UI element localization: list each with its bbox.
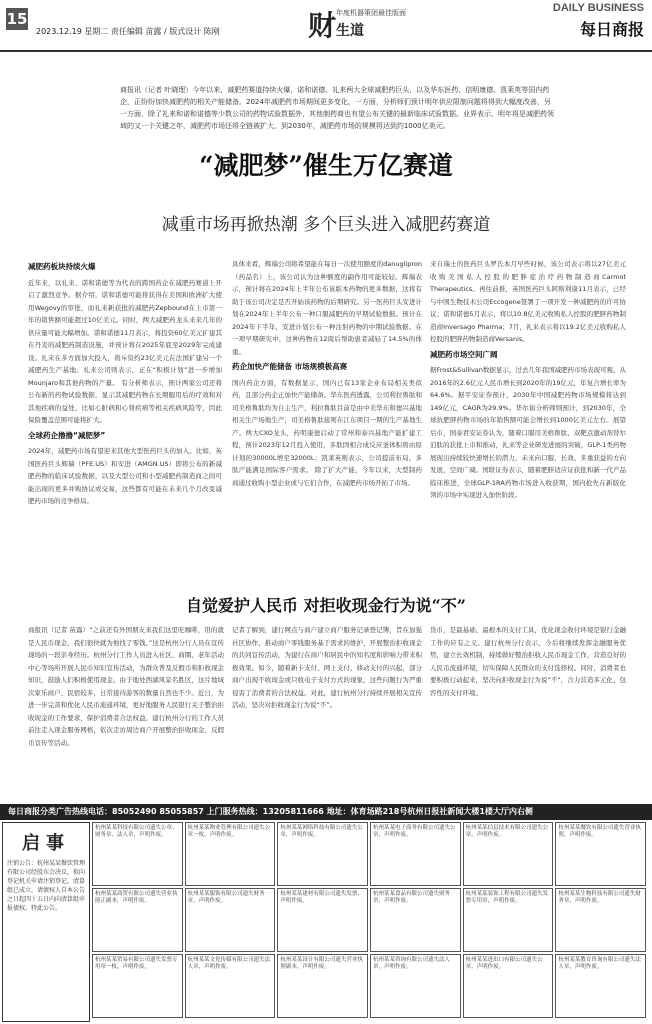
article-column-2 (232, 258, 422, 586)
section-mark: 财 (308, 9, 337, 42)
paragraph: 来自瑞士的医药巨头罗氏本月早些时候，该公司表示将以27亿美元收购美国私人控股的肥胖症治疗药物制造商Carmot Therapeutics。再往前推，英国医药巨头阿斯利康11月表示，已经与中国生物技术公司Eccogene签署了一项开发一种减肥药的许可协议；诺和诺德5月表示，将以10.8亿美元收购私人控股的肥胖药物制造商Inversago Pharma；7月，礼来表示将以19.2亿美元收购私人控股的肥胖药物制造商Versanis。 (430, 260, 626, 343)
classified-ad: 杭州某某餐饮有限公司遗失营业执照，声明作废。 (555, 822, 646, 886)
section-heading: 药企加快产能储备 市场规模极高赛 (232, 362, 348, 371)
classified-ad: 杭州某某贸易有限公司遗失发票专用章一枚，声明作废。 (92, 954, 183, 1018)
notice-body: 注销公告：杭州某某餐饮管理有限公司经股东会决议，拟向登记机关申请注销登记，清算组已成立，请债权人自本公告之日起四十五日内向清算组申报债权。特此公告。 (7, 860, 86, 912)
paragraph: 据Frost&Sullivan数据显示，过去几年我国减肥药市场表现可观，从2016年的2.6亿元人民币增长到2020年的19亿元，年复合增长率为64.6%。据平安证券预计，2030年中国减肥药物市场规模将达到149亿元，CAGR为29.9%。华尔街分析师则预计，到2030年，全球抗肥胖药物市场的年销售额可能会增长到1000亿美元左右。展望后市，国泰君安证券认为，随着口服司美格鲁肽、双靶点激动剂替尔泊肽的获批上市和推动，礼来等企业研发进展的突破，GLP-1类药物展现出持续较快速增长的潜力，未来向口服、长效、多重获益的方向发展，空间广阔。国联证券表示，随着肥胖适应证获批和新一代产品临床推进，全球GLP-1RA药物市场进入收获期，国内抢先在新版化领的市场中实现进入加快阶段。 (430, 366, 626, 499)
classified-ad: 杭州某某信息技术有限公司遗失公章，声明作废。 (463, 822, 554, 886)
paragraph: 2024年，减肥药市场有望迎来其他大型医药巨头的加入。比如，英国医药巨头辉瑞（PFE.US）和安进（AMGN.US）即将公布的新减肥药物的临床试验数据，以及大型公司和小型减肥药制造商之间可能出现的更多并购协议或交易，这些都有可能在未来几个月改变减肥药市场的竞争格局。 (28, 447, 222, 505)
classified-ad: 杭州某某教育咨询有限公司遗失法人章，声明作废。 (555, 954, 646, 1018)
page-number: 15 (6, 10, 28, 28)
classified-ad: 杭州某某物业管理有限公司遗失公章一枚，声明作废。 (185, 822, 276, 886)
english-brand: DAILY BUSINESS (552, 2, 644, 14)
classified-ad: 杭州某某文化传媒有限公司遗失法人章，声明作废。 (185, 954, 276, 1018)
column-name: 生道 (336, 23, 364, 39)
article2-column-2: 记者了解到，建行网点与商户建立商户服务记录登记簿，旨在加强社区协作，推动商户零钱服务基于需求的维护，开展整治拒收现金的共同宣传活动，为建行在商户和居民中的知名度和影响力带来积极效果。如今，随着新卡支付、网上支付、移动支付的兴起，部分商户出现不收现金或只收电子支付方式的现象，这些问题行为严重侵害了消费者的合法权益。对此，建行杭州分行持续开展相关宣传活动，坚决对拒收现金行为说“不”。 (232, 626, 422, 709)
article-column-3 (430, 258, 626, 586)
section-heading: 全球药企撸撸“减肥梦” (28, 430, 106, 440)
classified-ad: 杭州某某食品有限公司遗失财务章，声明作废。 (370, 888, 461, 952)
date-line: 2023.12.19 星期二 责任编辑 苗露 / 版式设计 陈刚 (36, 27, 220, 36)
paragraph: 近年来，以礼来、诺和诺德等为代表的跨国药企在减肥药赛道上开启了激烈竞争。据介绍，诺和诺德可能将获得在美国和欧洲扩大使用Wegovy的审批，而礼来新获批的减肥药Zepbound在上市第一年的销售额可能超过10亿美元。同时，两大减肥药龙头来来几年的供应量可能大幅增加。诺和诺德11月表示，将投资60亿美元扩建其在丹麦的减肥药制造设施，并预计将在2025年底至2029年完成建设。礼来在多方面加大投入，将斥资约23亿美元在法国扩建另一个减肥药生产基地。礼来公司则表示，正在“积极计划”进一步增加Mounjaro和其他药物的产量。 (28, 278, 222, 387)
notice-box (2, 822, 90, 1022)
notice-title: 启事 (22, 833, 70, 854)
classified-ad: 杭州某某服饰有限公司遗失财务章，声明作废。 (185, 888, 276, 952)
classified-ad: 杭州某某咨询有限公司遗失法人章，声明作废。 (370, 954, 461, 1018)
classified-ad: 杭州某某建材有限公司遗失发票，声明作废。 (277, 888, 368, 952)
column-top-label: 年度机器策团最佳版面 (336, 9, 406, 17)
section-heading: 减肥药板块持续火爆 (28, 262, 96, 271)
paragraph: 除了扩大产能，今年以来，大型制药商通过收购小型企业或与它们合作，在减肥药市场开拓了市场。 (232, 466, 422, 487)
article2-column-3: 货币，是最基础、最根本的支付工具，优化现金收付环境是银行金融工作的应有之义。建行杭州分行表示，今后将继续发挥金融服务优势，建立长效机制，持续做好整治拒收人民币现金工作，营造良好的人民币流通环境，切实保障人民群众的支付选择权。同时，消费者也要积极行动起来，坚决向拒收现金行为说“不”，合力营造多元化、包容性的支付环境。 (430, 626, 626, 697)
article-subtitle: 减重市场再掀热潮 多个巨头进入减肥药赛道 (161, 215, 491, 235)
paragraph: 有分析师表示，预计两家公司还将公布新的药物试验数据，显示其减肥药物在长期服用后的疗效和对其他疾病的益处，比如心脏病和心肾疾病等相关疾病风险等，因此保险覆盖范围可能将扩大。 (28, 378, 222, 424)
paragraph: 具体来看，辉瑞公司将希望能在每日一次使用额度的danuglipron（药品名）上，该公司认为这种额度的副作用可能较轻。辉瑞表示，预计将在2024年上半年公布该版本药物的更多数据，这将有助于该公司决定是否开始该药物的后期研究。另一医药巨头安进计划在2024年上半年公布一种口服减肥药的早期试验数据。预计在2024年下半年，安进计划公布一种注射药物的中期试验数据。在一项早期研究中，这种药物在12周后帮助患者减轻了14.5%的体重。 (232, 260, 422, 356)
article2-title: 自觉爱护人民币 对拒收现金行为说“不” (186, 596, 466, 615)
classified-ad: 杭州某某科技有限公司遗失公章、财务章、法人章，声明作废。 (92, 822, 183, 886)
article-title: “减肥梦”催生万亿赛道 (199, 151, 453, 180)
page-header (0, 0, 652, 52)
classified-ad: 杭州某某网络科技有限公司遗失公章，声明作废。 (277, 822, 368, 886)
article-column-1 (28, 258, 222, 586)
classified-ad: 杭州某某生物科技有限公司遗失财务章，声明作废。 (555, 888, 646, 952)
section-heading: 减肥药市场空间广阔 (430, 349, 498, 359)
classified-ad: 杭州某某设计有限公司遗失营业执照副本，声明作废。 (277, 954, 368, 1018)
classified-ad: 杭州某某装饰工程有限公司遗失发票专用章，声明作废。 (463, 888, 554, 952)
classified-ad-bar: 每日商报分类广告热线电话：85052490 85055857 上门服务热线：13205811666 地址：体育场路218号杭州日报社新闻大楼1楼大厅内右侧 (0, 804, 652, 820)
classified-ad: 杭州某某商贸有限公司遗失营业执照正副本，声明作废。 (92, 888, 183, 952)
classified-ad: 杭州某某进出口有限公司遗失公章，声明作废。 (463, 954, 554, 1018)
classified-ad: 杭州某某电子商务有限公司遗失公章，声明作废。 (370, 822, 461, 886)
article-lead: 商报讯（记者 叶晓理）今年以来，减肥药赛道持续火爆，诺和诺德、礼来两大全球减肥药巨头，以及华东医药、信明康德、凯莱英等国内药企，正纷纷加快减肥药的相关产能储备。2024年减肥药市场期间更多变化，一方面，分析师们预计明年供应限制问题将得到大幅度改善，另一方面，除了礼来和诺和诺德等少数公司的药物试验数据外，其他制药商也有望公布关键的最新临床试验数据。业界表示，明年将是减肥药领域的又一个关键之年，减肥药市场还将全链被扩大，到2030年，减肥药市场的规模将达到约1000亿美元。 (120, 86, 554, 130)
newspaper-brand: 每日商报 (579, 20, 644, 39)
article2-column-1: 商报讯（记者 苗露）“之前还有外国朋友来我们这里吃咖啡，用的就是人民币现金，我们很快就为他找了零钱。”这是杭州分行人员在宣传现场的一段亲身经历。杭州分行工作人员进入社区、商圈、老年活动中心等场所开展人民币知识宣传活动，为群众普及反假币和拒收现金知识，鼓励人们积极使用现金。由于地处西湖风景名胜区，这片地域次家乐商户、民宿较多，日常接待游客的数量自然也不少。近日，为进一步完善和优化人民币流通环境，更好地服务人民银行关于整治拒收现金的工作要求，保护消费者合法权益，建行杭州分行的工作人员前往走入现金服务网格，依次走访周边商户开展整治拒收现金、反假币宣传等活动。 (28, 626, 224, 747)
paragraph: 国内药企方面，有数据显示，国内已有13家企业布局相关类似药，且部分药企正加快产能储备。华东医药透露，公司利拉鲁肽和司美格鲁肽均为自主生产，利拉鲁肽目前是由中美华东和德兴基地相关生产场地生产，司美格鲁肽接则在江东项目一期的生产基地生产。两大CXO龙头，药明康德启动了常州和泰兴基地产能扩建工程，预计2023年12月投入使用，多肽固相合成反应釜体积将由原计划的30000L增至32000L；凯莱英则表示，公司提前布局，多肽产能满足国际客户需求。 (232, 378, 422, 474)
classified-ads-grid (92, 822, 648, 1020)
